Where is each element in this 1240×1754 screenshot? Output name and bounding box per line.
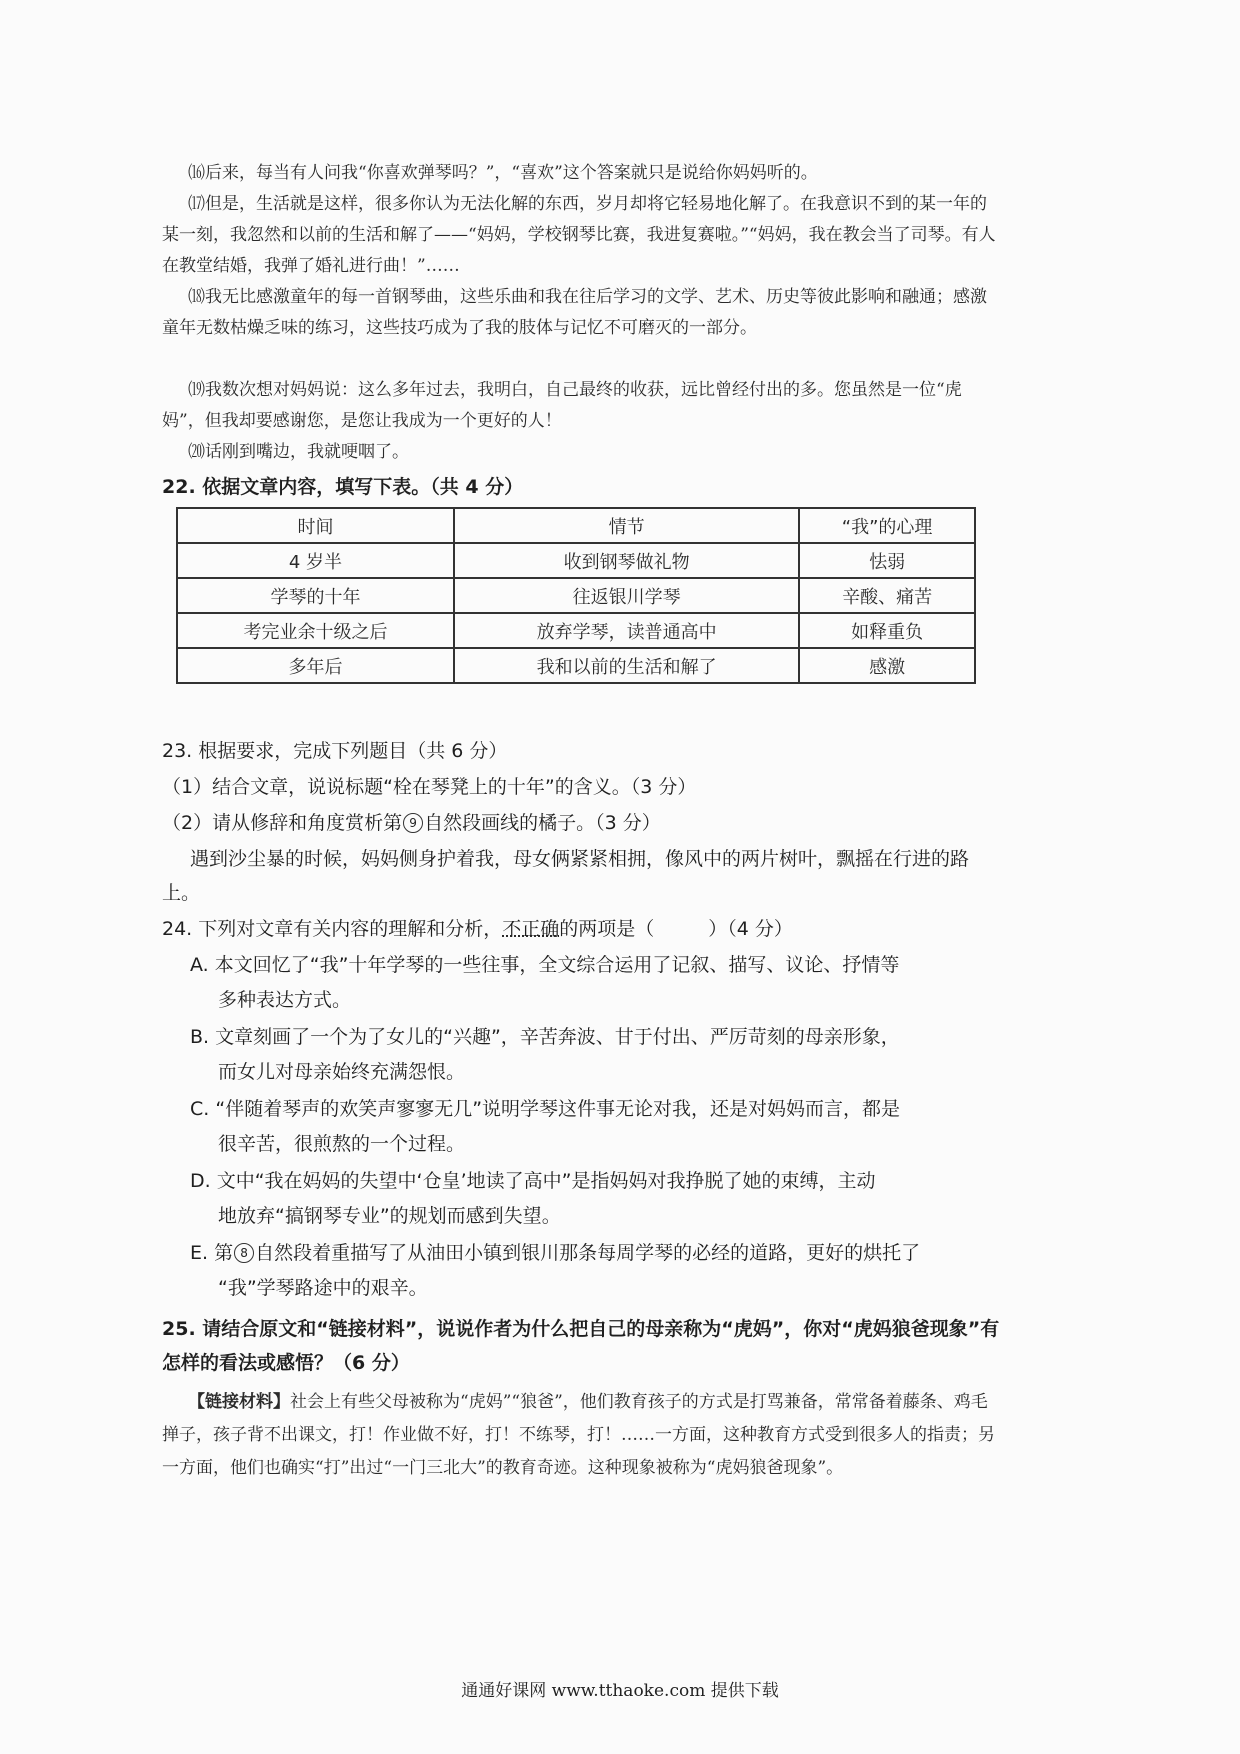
option-d-line1: D. 文中“我在妈妈的失望中‘仓皇’地读了高中”是指妈妈对我挣脱了她的束缚，主动 [190,1170,876,1192]
link-material-text: 社会上有些父母被称为“虎妈”“狼爸”，他们教育孩子的方式是打骂兼备，常常备着藤条、鸡毛掸子，孩子背不出课文，打！作业做不好，打！不练琴，打！……一方面，这种教育方式受到很多人的指责；另一方面，他们也确实“打”出过“一门三北大”的教育奇迹。这种现象被称为“虎妈狼爸现象”。 [162,1392,995,1478]
option-b-line2: 而女儿对母亲始终充满怨恨。 [218,1061,466,1083]
option-c [190,1092,1000,1162]
option-a [190,948,1000,1018]
option-a-line1: A. 本文回忆了“我”十年学琴的一些往事，全文综合运用了记叙、描写、议论、抒情等 [190,954,900,976]
table-cell: 怯弱 [799,543,975,578]
question-22-title: 22. 依据文章内容，填写下表。（共 4 分） [162,476,524,498]
table-header-cell: 情节 [454,508,799,543]
option-b-line1: B. 文章刻画了一个为了女儿的“兴趣”，辛苦奔波、甘于付出、严厉苛刻的母亲形象， [190,1026,900,1048]
table-cell: 多年后 [177,648,454,683]
circled-number-9: 9 [403,813,423,833]
option-c-line2: 很辛苦，很煎熬的一个过程。 [218,1133,466,1155]
option-d-line2: 地放弃“搞钢琴专业”的规划而感到失望。 [218,1205,561,1227]
question-23-sub1: （1）结合文章，说说标题“栓在琴凳上的十年”的含义。（3 分） [162,776,697,798]
table-cell: 辛酸、痛苦 [799,578,975,613]
table-header-row [177,508,975,543]
table-cell: 收到钢琴做礼物 [454,543,799,578]
question-22-table [176,507,976,684]
table-cell: 我和以前的生活和解了 [454,648,799,683]
page-footer: 通通好课网 www.tthaoke.com 提供下载 [461,1681,779,1701]
table-row [177,543,975,578]
link-material-label: 【链接材料】 [188,1392,290,1412]
table-cell: 感激 [799,648,975,683]
table-row [177,648,975,683]
question-23-quote: 遇到沙尘暴的时候，妈妈侧身护着我，母女俩紧紧相拥，像风中的两片树叶，飘摇在行进的路上。 [162,848,970,904]
table-cell: 考完业余十级之后 [177,613,454,648]
option-c-line1: C. “伴随着琴声的欢笑声寥寥无几”说明学琴这件事无论对我，还是对妈妈而言，都是 [190,1098,901,1120]
table-cell: 如释重负 [799,613,975,648]
passage-paragraph-16: ⒃后来，每当有人问我“你喜欢弹琴吗？”，“喜欢”这个答案就只是说给你妈妈听的。 [188,163,818,183]
sub2-text-a: （2）请从修辞和角度赏析第 [162,812,403,834]
table-cell: 4 岁半 [177,543,454,578]
question-23-sub2 [162,806,1000,840]
circled-number-8: 8 [234,1243,254,1263]
passage-paragraph-19: ⒆我数次想对妈妈说：这么多年过去，我明白，自己最终的收获，远比曾经付出的多。您虽然是一位“虎妈”，但我却要感谢您，是您让我成为一个更好的人！ [162,380,962,431]
table-header-cell: 时间 [177,508,454,543]
question-24-title [162,912,1000,946]
question-23-title: 23. 根据要求，完成下列题目（共 6 分） [162,740,508,762]
q24-title-c: ）（4 分） [708,918,793,940]
option-d [190,1164,1000,1234]
table-row [177,578,975,613]
option-e [190,1236,1000,1306]
table-row [177,613,975,648]
q24-title-b: 的两项是（ [559,918,655,940]
sub2-text-b: 自然段画线的橘子。（3 分） [424,812,661,834]
option-a-line2: 多种表达方式。 [218,989,352,1011]
q24-title-emphasis: 不正确 [502,918,560,940]
table-cell: 放弃学琴，读普通高中 [454,613,799,648]
table-cell: 学琴的十年 [177,578,454,613]
table-cell: 往返银川学琴 [454,578,799,613]
option-b [190,1020,1000,1090]
passage-paragraph-20: ⒇话刚到嘴边，我就哽咽了。 [188,442,409,462]
q24-title-a: 24. 下列对文章有关内容的理解和分析， [162,918,503,940]
question-25-title: 25. 请结合原文和“链接材料”，说说作者为什么把自己的母亲称为“虎妈”，你对“虎妈狼爸现象”有怎样的看法或感悟？（6 分） [162,1318,1000,1374]
option-e-line2: “我”学琴路途中的艰辛。 [218,1277,428,1299]
passage-paragraph-18: ⒅我无比感激童年的每一首钢琴曲，这些乐曲和我在往后学习的文学、艺术、历史等彼此影响和融通；感激童年无数枯燥乏味的练习，这些技巧成为了我的肢体与记忆不可磨灭的一部分。 [162,287,987,338]
table-header-cell: “我”的心理 [799,508,975,543]
option-e-text-b: 自然段着重描写了从油田小镇到银川那条每周学琴的必经的道路，更好的烘托了 [255,1242,921,1264]
passage-paragraph-17: ⒄但是，生活就是这样，很多你认为无法化解的东西，岁月却将它轻易地化解了。在我意识不到的某一年的某一刻，我忽然和以前的生活和解了——“妈妈，学校钢琴比赛，我进复赛啦。”“妈妈，我在教会当了司琴。有人在教堂结婚，我弹了婚礼进行曲！”…… [162,194,996,276]
link-material [162,1386,1000,1485]
option-e-text-a: E. 第 [190,1242,234,1264]
